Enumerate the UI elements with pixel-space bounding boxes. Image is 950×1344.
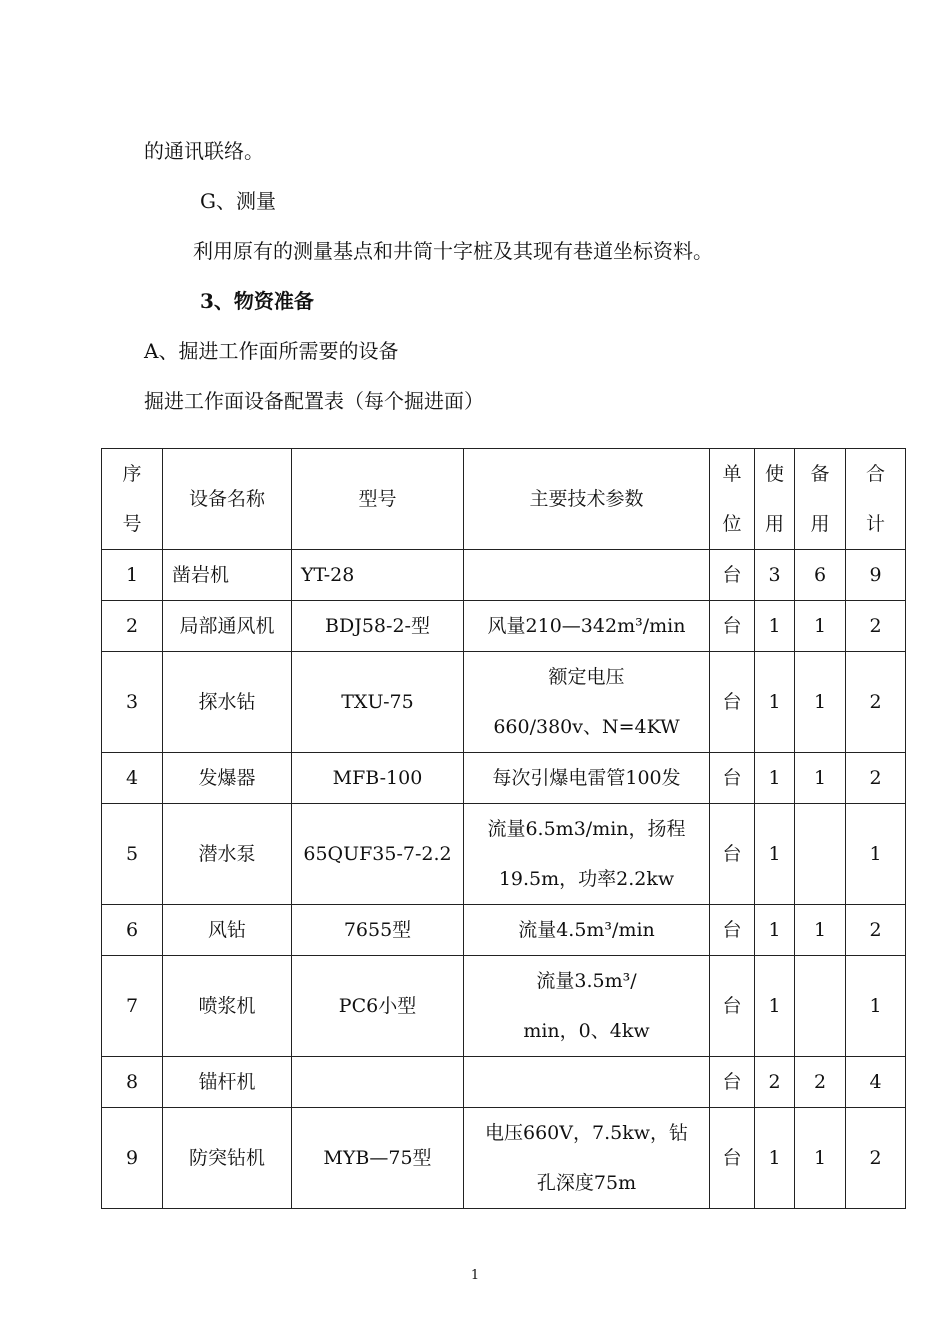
- cell-spare: 1: [795, 753, 846, 804]
- cell-unit: 台: [710, 652, 755, 753]
- cell-model: 7655型: [292, 905, 464, 956]
- cell-params: 风量210—342m³/min: [464, 601, 710, 652]
- cell-unit: 台: [710, 905, 755, 956]
- cell-name: 潜水泵: [163, 804, 292, 905]
- cell-use: 1: [755, 652, 795, 753]
- cell-seq: 2: [102, 601, 163, 652]
- cell-model: PC6小型: [292, 956, 464, 1057]
- header-use: 使 用: [755, 449, 795, 550]
- cell-spare: 1: [795, 652, 846, 753]
- cell-seq: 6: [102, 905, 163, 956]
- cell-model: MYB—75型: [292, 1108, 464, 1209]
- cell-params: [464, 1057, 710, 1108]
- table-caption: 掘进工作面设备配置表（每个掘进面）: [144, 389, 484, 413]
- cell-unit: 台: [710, 956, 755, 1057]
- table-row: [102, 550, 906, 601]
- cell-use: 1: [755, 956, 795, 1057]
- cell-total: 9: [846, 550, 906, 601]
- cell-name: 局部通风机: [163, 601, 292, 652]
- cell-use: 1: [755, 1108, 795, 1209]
- paragraph-continuation: 的通讯联络。: [144, 139, 264, 163]
- table-row: [102, 905, 906, 956]
- cell-name: 喷浆机: [163, 956, 292, 1057]
- table-header-row: [102, 449, 906, 550]
- header-unit: 单 位: [710, 449, 755, 550]
- cell-use: 1: [755, 905, 795, 956]
- table-row: [102, 1108, 906, 1209]
- cell-total: 1: [846, 804, 906, 905]
- header-total: 合 计: [846, 449, 906, 550]
- cell-model: BDJ58-2-型: [292, 601, 464, 652]
- header-name: 设备名称: [163, 449, 292, 550]
- cell-unit: 台: [710, 601, 755, 652]
- cell-model: 65QUF35-7-2.2: [292, 804, 464, 905]
- cell-seq: 4: [102, 753, 163, 804]
- cell-spare: 6: [795, 550, 846, 601]
- cell-params: [464, 550, 710, 601]
- cell-seq: 1: [102, 550, 163, 601]
- cell-spare: 2: [795, 1057, 846, 1108]
- cell-seq: 3: [102, 652, 163, 753]
- cell-unit: 台: [710, 550, 755, 601]
- cell-unit: 台: [710, 804, 755, 905]
- cell-use: 1: [755, 753, 795, 804]
- cell-total: 2: [846, 905, 906, 956]
- cell-params: 流量4.5m³/min: [464, 905, 710, 956]
- cell-name: 凿岩机: [163, 550, 292, 601]
- cell-seq: 5: [102, 804, 163, 905]
- cell-spare: [795, 956, 846, 1057]
- cell-model: TXU-75: [292, 652, 464, 753]
- cell-unit: 台: [710, 1108, 755, 1209]
- cell-seq: 8: [102, 1057, 163, 1108]
- cell-spare: 1: [795, 905, 846, 956]
- cell-total: 2: [846, 753, 906, 804]
- cell-seq: 7: [102, 956, 163, 1057]
- cell-use: 1: [755, 601, 795, 652]
- cell-params: 流量6.5m3/min，扬程 19.5m，功率2.2kw: [464, 804, 710, 905]
- cell-total: 2: [846, 601, 906, 652]
- cell-unit: 台: [710, 753, 755, 804]
- header-params: 主要技术参数: [464, 449, 710, 550]
- table-row: [102, 652, 906, 753]
- cell-params: 流量3.5m³/ min，0、4kw: [464, 956, 710, 1057]
- header-model: 型号: [292, 449, 464, 550]
- cell-use: 1: [755, 804, 795, 905]
- table-row: [102, 601, 906, 652]
- cell-model: [292, 1057, 464, 1108]
- page-number: 1: [470, 1268, 480, 1283]
- subsection-heading-equipment: A、掘进工作面所需要的设备: [144, 339, 399, 363]
- header-spare: 备 用: [795, 449, 846, 550]
- cell-params: 额定电压 660/380v、N=4KW: [464, 652, 710, 753]
- cell-params: 电压660V，7.5kw，钻 孔深度75m: [464, 1108, 710, 1209]
- cell-unit: 台: [710, 1057, 755, 1108]
- section-heading-survey: G、测量: [200, 189, 276, 213]
- header-seq: 序 号: [102, 449, 163, 550]
- cell-use: 3: [755, 550, 795, 601]
- paragraph-survey: 利用原有的测量基点和井筒十字桩及其现有巷道坐标资料。: [193, 239, 713, 263]
- cell-params: 每次引爆电雷管100发: [464, 753, 710, 804]
- cell-total: 4: [846, 1057, 906, 1108]
- table-row: [102, 804, 906, 905]
- cell-name: 锚杆机: [163, 1057, 292, 1108]
- section-heading-materials: 3、物资准备: [200, 289, 314, 313]
- cell-total: 1: [846, 956, 906, 1057]
- cell-name: 防突钻机: [163, 1108, 292, 1209]
- cell-name: 探水钻: [163, 652, 292, 753]
- cell-use: 2: [755, 1057, 795, 1108]
- cell-total: 2: [846, 652, 906, 753]
- cell-model: MFB-100: [292, 753, 464, 804]
- cell-spare: [795, 804, 846, 905]
- table-row: [102, 956, 906, 1057]
- cell-spare: 1: [795, 601, 846, 652]
- cell-spare: 1: [795, 1108, 846, 1209]
- cell-name: 风钻: [163, 905, 292, 956]
- cell-seq: 9: [102, 1108, 163, 1209]
- cell-total: 2: [846, 1108, 906, 1209]
- equipment-table: [101, 448, 906, 1209]
- cell-model: YT-28: [292, 550, 464, 601]
- cell-name: 发爆器: [163, 753, 292, 804]
- table-row: [102, 1057, 906, 1108]
- table-row: [102, 753, 906, 804]
